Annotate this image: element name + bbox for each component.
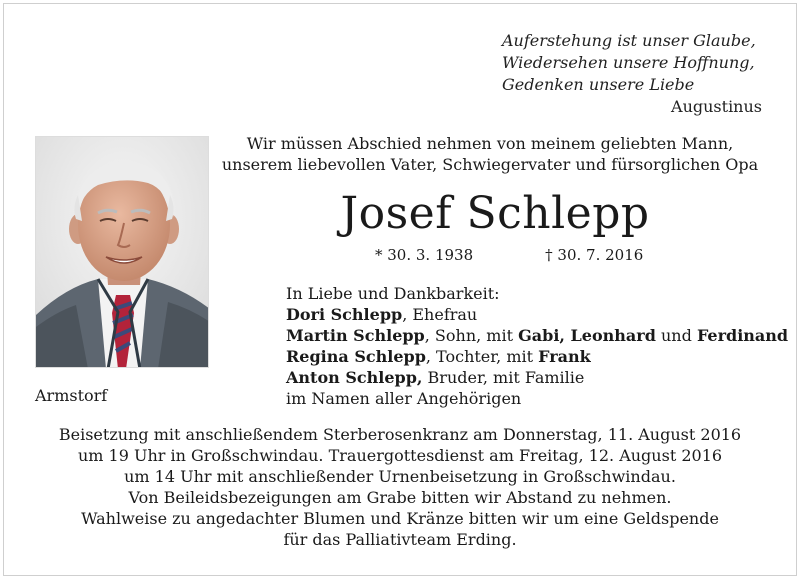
quote-line: Gedenken unsere Liebe <box>502 75 695 94</box>
epigraph-quote <box>502 30 762 118</box>
funeral-line: Von Beileidsbezeigungen am Grabe bitten wir Abstand zu nehmen. <box>128 488 672 507</box>
portrait-photo <box>35 136 209 368</box>
life-dates <box>375 245 643 265</box>
mourner-row <box>286 304 776 325</box>
funeral-line: um 14 Uhr mit anschließender Urnenbeisetzung in Großschwindau. <box>124 467 676 486</box>
mourner-name: Ferdinand <box>696 326 789 345</box>
mourner-relation: Bruder, mit Familie <box>422 368 585 387</box>
death-date: † 30. 7. 2016 <box>545 246 644 264</box>
quote-line: Auferstehung ist unser Glaube, <box>502 31 756 50</box>
funeral-line: für das Palliativteam Erding. <box>283 530 517 549</box>
mourners-heading: In Liebe und Dankbarkeit: <box>286 284 500 303</box>
mourners-list <box>286 283 789 409</box>
mourner-name: Martin Schlepp <box>286 326 425 345</box>
mourners-closing: im Namen aller Angehörigen <box>286 389 522 408</box>
mourner-name: Anton Schlepp, <box>286 368 423 387</box>
intro-text <box>220 133 760 175</box>
mourner-relation: , Tochter, mit <box>425 347 539 366</box>
mourner-row <box>286 346 776 367</box>
mourner-name: Dori Schlepp <box>286 305 403 324</box>
birth-date: * 30. 3. 1938 <box>375 246 474 264</box>
mourner-relation: , Ehefrau <box>402 305 478 324</box>
mourner-relation: , Sohn, mit <box>424 326 519 345</box>
mourner-row <box>286 367 776 388</box>
quote-author: Augustinus <box>671 97 762 116</box>
portrait-icon <box>36 137 209 368</box>
intro-line: Wir müssen Abschied nehmen von meinem geliebten Mann, <box>246 134 734 153</box>
funeral-line: um 19 Uhr in Großschwindau. Trauergottesdienst am Freitag, 12. August 2016 <box>77 446 723 465</box>
mourner-relation: und <box>655 326 697 345</box>
mourner-name: Regina Schlepp <box>286 347 426 366</box>
mourner-name: Frank <box>538 347 591 366</box>
quote-line: Wiedersehen unsere Hoffnung, <box>502 53 755 72</box>
mourner-name: Gabi, Leonhard <box>518 326 656 345</box>
funeral-details <box>20 424 780 550</box>
funeral-line: Beisetzung mit anschließendem Sterberosenkranz am Donnerstag, 11. August 2016 <box>58 425 742 444</box>
mourner-row <box>286 325 789 346</box>
intro-line: unserem liebevollen Vater, Schwiegervater und fürsorglichen Opa <box>221 155 759 174</box>
place-name: Armstorf <box>35 386 108 405</box>
deceased-name: Josef Schlepp <box>340 188 650 239</box>
funeral-line: Wahlweise zu angedachter Blumen und Kränze bitten wir um eine Geldspende <box>81 509 719 528</box>
